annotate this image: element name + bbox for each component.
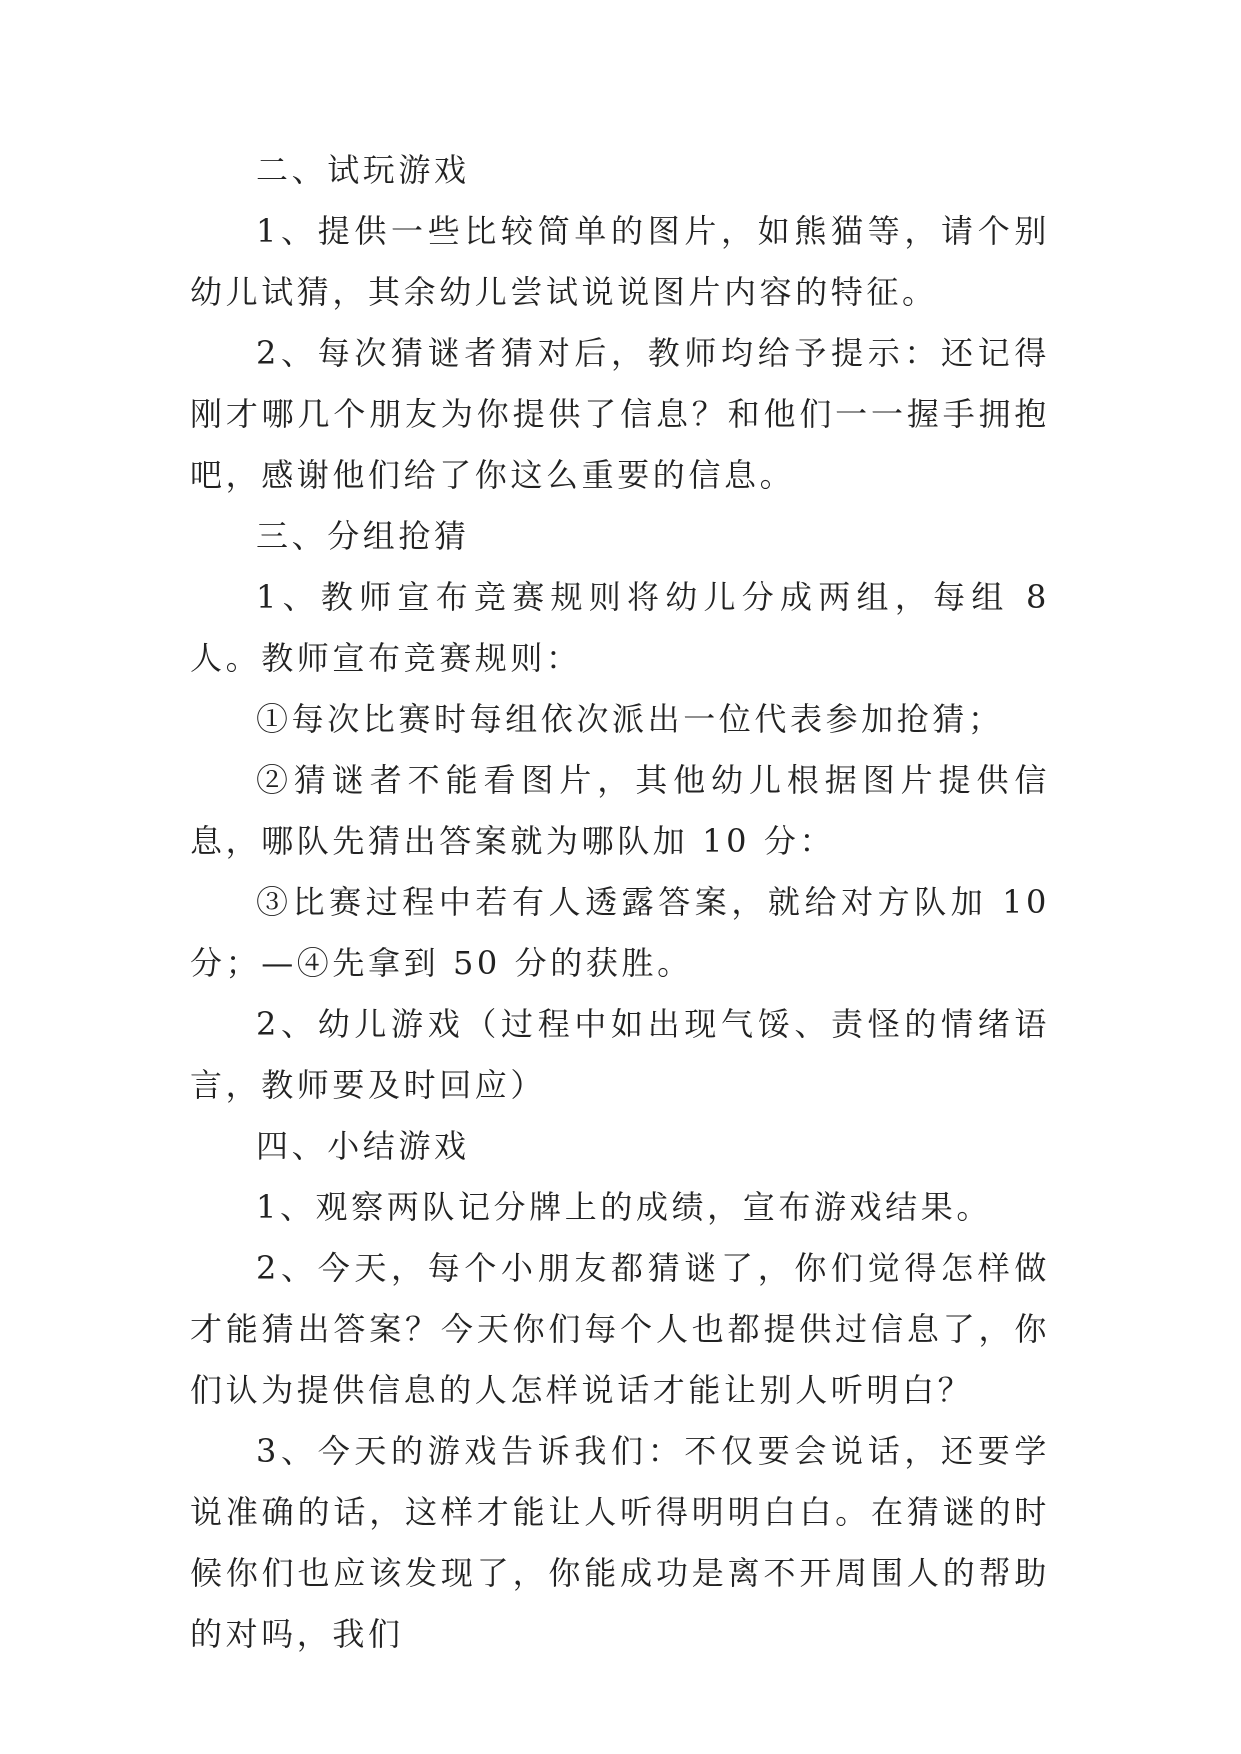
rule-item: ②猜谜者不能看图片，其他幼儿根据图片提供信息，哪队先猜出答案就为哪队加 10 分： bbox=[190, 761, 1050, 860]
paragraph: 2、每次猜谜者猜对后，教师均给予提示：还记得刚才哪几个朋友为你提供了信息？和他们一一握手拥抱吧，感谢他们给了你这么重要的信息。 bbox=[190, 334, 1050, 494]
paragraph: 1、提供一些比较简单的图片，如熊猫等，请个别幼儿试猜，其余幼儿尝试说说图片内容的特征。 bbox=[190, 212, 1050, 311]
paragraph: 2、幼儿游戏（过程中如出现气馁、责怪的情绪语言，教师要及时回应） bbox=[190, 1005, 1050, 1104]
paragraph: 1、教师宣布竞赛规则将幼儿分成两组，每组 8 人。教师宣布竞赛规则： bbox=[190, 578, 1050, 677]
rule-item: ③比赛过程中若有人透露答案，就给对方队加 10 分；—④先拿到 50 分的获胜。 bbox=[190, 883, 1050, 982]
rule-item: ①每次比赛时每组依次派出一位代表参加抢猜； bbox=[256, 700, 1004, 738]
paragraph: 3、今天的游戏告诉我们：不仅要会说话，还要学说准确的话，这样才能让人听得明明白白。在猜谜的时候你们也应该发现了，你能成功是离不开周围人的帮助的对吗，我们 bbox=[190, 1432, 1050, 1653]
section-heading-3: 三、分组抢猜 bbox=[256, 517, 470, 555]
section-heading-2: 二、试玩游戏 bbox=[256, 151, 470, 189]
paragraph: 1、观察两队记分牌上的成绩，宣布游戏结果。 bbox=[256, 1188, 992, 1226]
paragraph: 2、今天，每个小朋友都猜谜了，你们觉得怎样做才能猜出答案？今天你们每个人也都提供过信息了，你们认为提供信息的人怎样说话才能让别人听明白？ bbox=[190, 1249, 1050, 1409]
section-heading-4: 四、小结游戏 bbox=[256, 1127, 470, 1165]
